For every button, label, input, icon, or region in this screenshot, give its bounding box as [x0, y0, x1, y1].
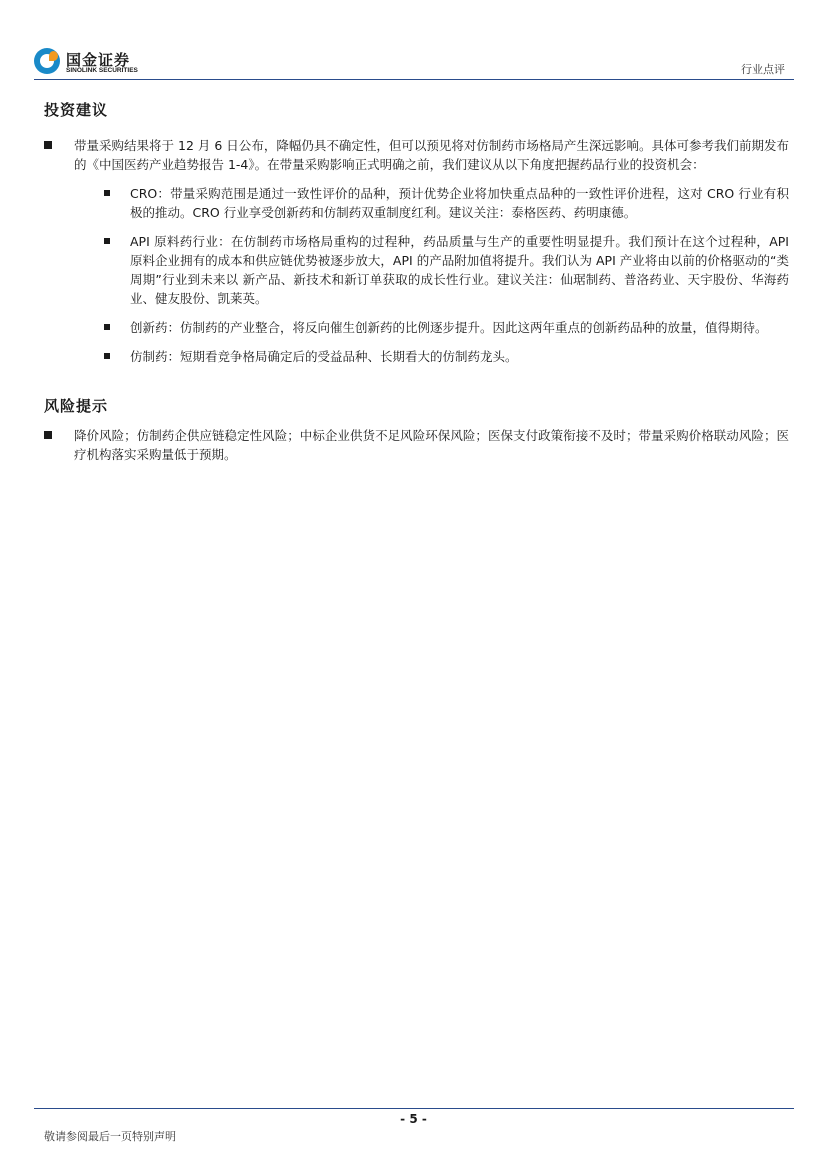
- investment-section: [44, 100, 789, 366]
- square-bullet-icon: [104, 324, 110, 330]
- report-type-label: 行业点评: [741, 63, 785, 76]
- disclaimer-note: 敬请参阅最后一页特别声明: [44, 1130, 176, 1143]
- logo-name-en: SINOLINK SECURITIES: [66, 67, 138, 74]
- list-item-text: 仿制药：短期看竞争格局确定后的受益品种、长期看大的仿制药龙头。: [130, 349, 518, 364]
- footer-divider: [34, 1108, 794, 1109]
- risk-bullet: [44, 426, 789, 464]
- header-divider: [34, 79, 794, 80]
- risk-heading: 风险提示: [44, 397, 109, 415]
- list-item: [44, 318, 789, 337]
- investment-sublist: [44, 184, 789, 366]
- square-bullet-icon: [104, 238, 110, 244]
- list-item-text: API 原料药行业：在仿制药市场格局重构的过程种，药品质量与生产的重要性明显提升。我们预计在这个过程种，API 原料企业拥有的成本和供应链优势被逐步放大，API 的产品附加值将提升。我们认为 API 产业将由以前的价格驱动的“类周期”行业到未来以 新产品、新技术和新订单获取的成长性行业。建议关注：仙琚制药、普洛药业、天宇股份、华海药业、健友股份、凯莱英。: [130, 234, 789, 306]
- square-bullet-icon: [104, 353, 110, 359]
- page-number: - 5 -: [400, 1112, 427, 1126]
- list-item: [44, 184, 789, 222]
- square-bullet-icon: [44, 141, 52, 149]
- investment-intro-bullet: [44, 136, 789, 174]
- logo-name-cn: 国金证券: [66, 51, 131, 69]
- square-bullet-icon: [44, 431, 52, 439]
- risk-text: 降价风险；仿制药企供应链稳定性风险；中标企业供货不足风险环保风险；医保支付政策衔接不及时；带量采购价格联动风险；医疗机构落实采购量低于预期。: [74, 428, 789, 462]
- company-logo: [34, 48, 154, 78]
- page-header: [0, 0, 827, 80]
- main-content: [44, 100, 789, 464]
- logo-mark-icon: [34, 48, 60, 74]
- investment-heading: 投资建议: [44, 101, 109, 119]
- investment-intro-text: 带量采购结果将于 12 月 6 日公布，降幅仍具不确定性，但可以预见将对仿制药市场格局产生深远影响。具体可参考我们前期发布的《中国医药产业趋势报告 1-4》。在带量采购影响正式明确之前，我们建议从以下角度把握药品行业的投资机会：: [74, 138, 789, 172]
- list-item: [44, 347, 789, 366]
- square-bullet-icon: [104, 190, 110, 196]
- risk-section: [44, 396, 789, 464]
- list-item-text: 创新药：仿制药的产业整合，将反向催生创新药的比例逐步提升。因此这两年重点的创新药品种的放量，值得期待。: [130, 320, 768, 335]
- list-item: [44, 232, 789, 308]
- list-item-text: CRO：带量采购范围是通过一致性评价的品种，预计优势企业将加快重点品种的一致性评价进程，这对 CRO 行业有积极的推动。CRO 行业享受创新药和仿制药双重制度红利。建议关注：泰格医药、药明康德。: [130, 186, 789, 220]
